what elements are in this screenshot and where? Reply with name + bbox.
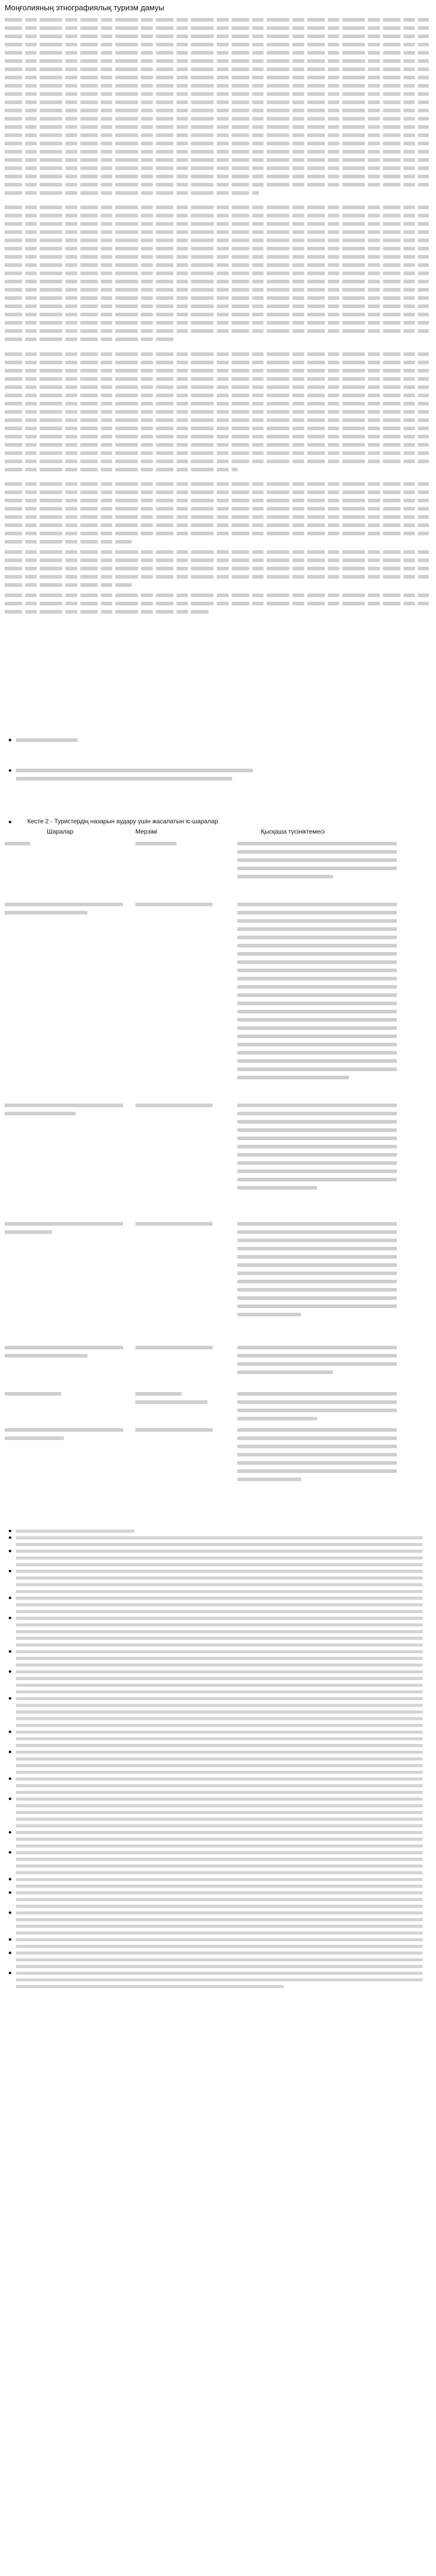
table-cell-event — [5, 1343, 123, 1360]
bullet-item-2 — [5, 766, 262, 785]
table-cell-description — [237, 1426, 397, 1483]
table-cell-period — [135, 1426, 233, 1434]
table-cell-period — [135, 1343, 233, 1351]
paragraph-3 — [5, 350, 429, 473]
table-header-events: Шаралар — [47, 828, 74, 835]
table-cell-description — [237, 1219, 397, 1318]
paragraph-5 — [5, 548, 429, 589]
table-cell-period — [135, 900, 233, 908]
bullet-item-1 — [5, 736, 262, 746]
table-cell-event — [5, 1101, 123, 1117]
page-title: Моңғолияның этнографиялық туризм дамуы — [5, 4, 164, 12]
events-table — [5, 828, 429, 1395]
bullet-dot — [9, 821, 11, 823]
table-cell-description — [237, 900, 397, 1081]
table-cell-event — [5, 1389, 87, 1398]
table-header-description: Қысқаша түсініктемесі — [261, 828, 325, 835]
table-cell-description — [237, 1389, 397, 1422]
events-bullet-list — [5, 1528, 429, 1990]
paragraph-6 — [5, 591, 429, 616]
table-caption — [16, 818, 218, 825]
table-cell-description — [237, 1101, 397, 1192]
bullet-dot — [9, 769, 11, 772]
paragraph-1 — [5, 15, 429, 197]
table-cell-period — [135, 1219, 233, 1228]
table-cell-period — [135, 1101, 233, 1109]
table-header-period: Мерзімі — [135, 828, 158, 835]
paragraph-2 — [5, 203, 429, 343]
table-cell-event — [5, 839, 46, 848]
table-cell-period — [135, 839, 192, 848]
paragraph-4 — [5, 480, 429, 546]
table-caption-text: Кесте 2 - Туристердің назарын аудару үшін жасалатын іс-шаралар — [27, 818, 218, 825]
table-cell-event — [5, 1219, 123, 1236]
table-cell-description — [237, 1343, 397, 1376]
bullet-dot — [9, 739, 11, 741]
table-cell-period — [135, 1389, 233, 1406]
table-cell-description — [237, 839, 397, 880]
table-cell-event — [5, 1426, 123, 1442]
table-cell-event — [5, 900, 123, 917]
